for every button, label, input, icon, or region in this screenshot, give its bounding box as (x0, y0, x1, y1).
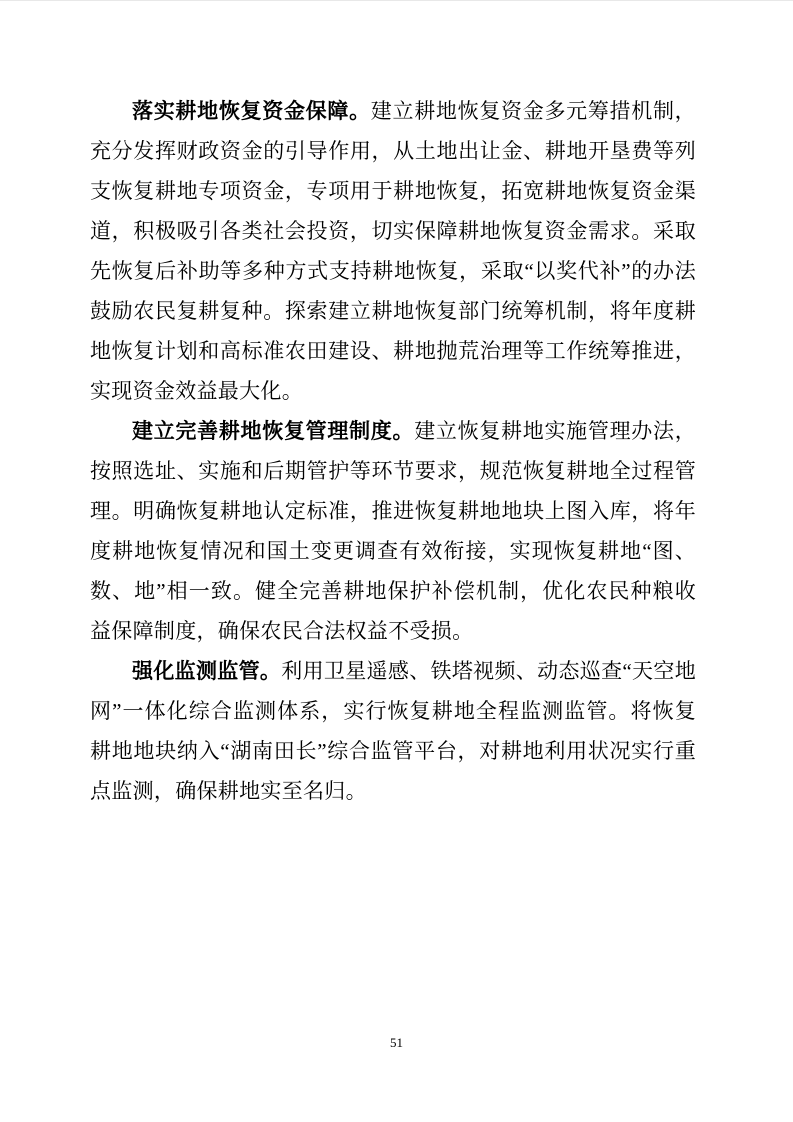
paragraph-lead: 落实耕地恢复资金保障。 (132, 99, 371, 123)
paragraph-text: 建立恢复耕地实施管理办法，按照选址、实施和后期管护等环节要求，规范恢复耕地全过程管理。明确恢复耕地认定标准，推进恢复耕地地块上图入库，将年度耕地恢复情况和国土变更调查有效衔接，实现恢复耕地“图、数、地”相一致。健全完善耕地保护补偿机制，优化农民种粮收益保障制度，确保农民合法权益不受损。 (90, 419, 696, 643)
paragraph-text: 建立耕地恢复资金多元筹措机制，充分发挥财政资金的引导作用，从土地出让金、耕地开垦费等列支恢复耕地专项资金，专项用于耕地恢复，拓宽耕地恢复资金渠道，积极吸引各类社会投资，切实保障耕地恢复资金需求。采取先恢复后补助等多种方式支持耕地恢复，采取“以奖代补”的办法鼓励农民复耕复种。探索建立耕地恢复部门统筹机制，将年度耕地恢复计划和高标准农田建设、耕地抛荒治理等工作统筹推进，实现资金效益最大化。 (90, 99, 696, 403)
paragraph-management-system (90, 411, 696, 651)
paragraph-lead: 建立完善耕地恢复管理制度。 (132, 419, 415, 443)
paragraph-lead: 强化监测监管。 (132, 659, 282, 683)
document-body (90, 91, 696, 811)
paragraph-monitoring-supervision (90, 651, 696, 811)
paragraph-funding-guarantee (90, 91, 696, 411)
paragraph-text: 利用卫星遥感、铁塔视频、动态巡查“天空地网”一体化综合监测体系，实行恢复耕地全程监测监管。将恢复耕地地块纳入“湖南田长”综合监管平台，对耕地利用状况实行重点监测，确保耕地实至名归。 (90, 659, 696, 803)
page-number: 51 (390, 1035, 403, 1050)
